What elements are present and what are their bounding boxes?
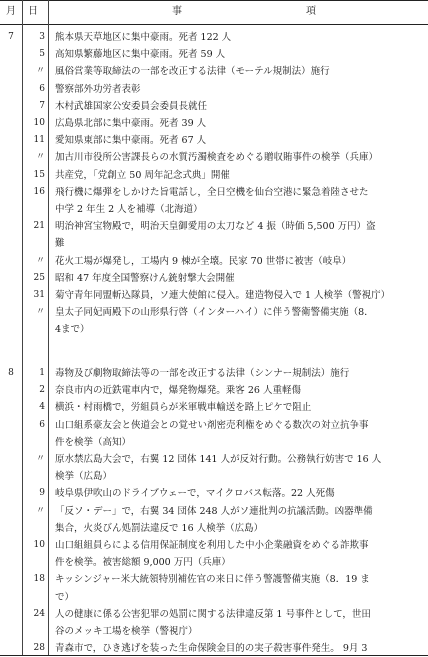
entry-text-line: 愛知県東部に集中豪雨。死者 67 人 — [55, 135, 207, 147]
day-label: 〃 — [35, 454, 45, 464]
day-label: 2 — [39, 385, 45, 396]
entry-text-line: 検挙（広島） — [55, 471, 113, 483]
day-label: 1 — [39, 368, 45, 378]
entry-text-line: 皇太子同妃両殿下の山形県行啓（インターハイ）に伴う警衛警備実施（8． — [55, 307, 374, 319]
entry-text-line: 4まで） — [55, 324, 90, 336]
day-label: 3 — [39, 32, 45, 42]
day-label: 〃 — [35, 505, 45, 516]
column-divider-month — [22, 0, 23, 655]
table-top-rule — [0, 0, 428, 1]
entry-text-line: 難 — [55, 238, 65, 250]
day-label: 9 — [39, 488, 45, 499]
header-month: 月 — [6, 6, 16, 17]
entry-text-line: 件を検挙。被害総額 9,000 万円（兵庫） — [55, 557, 231, 569]
entry-text-line: 木村武雄国家公安委員会委員長就任 — [55, 100, 208, 112]
entry-text-line: で） — [55, 591, 75, 603]
entry-text-line: 共産党，「党創立 50 周年記念式典」開催 — [55, 169, 230, 181]
day-label: 〃 — [35, 66, 45, 77]
day-label: 25 — [33, 272, 45, 283]
day-label: 24 — [33, 608, 45, 619]
entry-text-line: 件を検挙（高知） — [55, 436, 132, 448]
day-label: 15 — [33, 169, 45, 180]
entry-text-line: 菊守青年同盟斬込隊員，ソ連大使館に侵入。建造物侵入で 1 人検挙（警視庁） — [55, 290, 391, 301]
entry-text-line: 飛行機に爆弾をしかけた旨電話し，全日空機を仙台空港に緊急着陸させた — [55, 186, 369, 198]
day-label: 〃 — [35, 307, 45, 318]
day-label: 21 — [33, 221, 45, 232]
header-matters-right: 項 — [306, 6, 316, 17]
header-bottom-rule — [0, 24, 428, 25]
entry-text-line: 奈良市内の近鉄電車内で，爆発物爆発。乗客 26 人重軽傷 — [55, 385, 301, 397]
entry-text-line: 昭和 47 年度全国警察けん銃射撃大会開催 — [55, 272, 235, 284]
entry-text-line: 集合，火炎びん処罰法違反で 16 人検挙（広島） — [55, 522, 264, 534]
day-label: 4 — [39, 402, 45, 413]
entry-text-line: 青森市で，ひき逃げを装った生命保険金目的の実子殺害事件発生。 9月 3 — [55, 643, 368, 655]
entry-text-line: 花火工場が爆発し，工場内 9 棟が全壊。民家 70 世帯に被害（岐阜） — [55, 255, 352, 267]
entry-text-line: 人の健康に係る公害犯罪の処罰に関する法律違反第 1 号事件として，世田 — [55, 608, 371, 620]
entry-text-line: 熊本県天草地区に集中豪雨。死者 122 人 — [55, 32, 232, 43]
entry-text-line: 岐阜県伊吹山のドライブウェーで，マイクロバス転落。22 人死傷 — [55, 488, 335, 500]
day-label: 31 — [33, 290, 45, 300]
day-label: 6 — [39, 419, 45, 430]
day-label: 〃 — [35, 152, 45, 163]
entry-text-line: 山口組組員らによる信用保証制度を利用した中小企業融資をめぐる詐欺事 — [55, 540, 369, 551]
entry-text-line: 中学 2 年生 2 人を補導（北海道） — [55, 204, 203, 215]
day-label: 10 — [33, 118, 45, 128]
entry-text-line: 横浜・村雨橋で，労組員らが米軍戦車輸送を路上ピケで阻止 — [55, 402, 312, 414]
entry-text-line: 風俗営業等取締法の一部を改正する法律（モーテル規制法）施行 — [55, 66, 330, 78]
day-label: 28 — [33, 643, 45, 654]
entry-text-line: 毒物及び劇物取締法等の一部を改正する法律（シンナー規制法）施行 — [55, 368, 350, 379]
entry-text-line: 山口組系豪友会と俠道会との覚せい剤密売利権をめぐる数次の対立抗争事 — [55, 419, 369, 431]
day-label: 6 — [39, 83, 45, 94]
header-matters-left: 事 — [172, 6, 182, 17]
day-label: 〃 — [35, 255, 45, 266]
day-label: 18 — [33, 574, 45, 585]
entry-text-line: 加古川市役所公害課長らの水質汚濁検査をめぐる贈収賄事件の検挙（兵庫） — [55, 152, 379, 164]
entry-text-line: 警察部外功労者表彰 — [55, 83, 141, 95]
entry-text-line: 谷のメッキ工場を検挙（警視庁） — [55, 626, 198, 637]
day-label: 10 — [33, 540, 45, 550]
entry-text-line: キッシンジャー米大統領特別補佐官の来日に伴う警護警備実施（8．19 ま — [55, 574, 370, 586]
column-divider-day — [48, 0, 49, 655]
day-label: 5 — [39, 49, 45, 60]
entry-text-line: 原水禁広島大会で，右翼 12 団体 141 人が反対行動。公務執行妨害で 16 人 — [55, 454, 382, 465]
day-label: 16 — [33, 186, 45, 197]
month-label: 7 — [8, 32, 14, 42]
header-day: 日 — [28, 6, 38, 17]
entry-text-line: 広島県北部に集中豪雨。死者 39 人 — [55, 118, 207, 129]
month-label: 8 — [8, 368, 14, 378]
entry-text-line: 高知県繁藤地区に集中豪雨。死者 59 人 — [55, 49, 226, 61]
entry-text-line: 「反ソ・デー」で，右翼 34 団体 248 人がソ連批判の抗議活動。凶器準備 — [55, 505, 373, 517]
entry-text-line: 明治神宮宝物殿で，明治天皇御愛用の太刀など 4 振（時価 5,500 万円）盗 — [55, 221, 376, 233]
day-label: 7 — [39, 100, 45, 111]
day-label: 11 — [33, 135, 45, 146]
